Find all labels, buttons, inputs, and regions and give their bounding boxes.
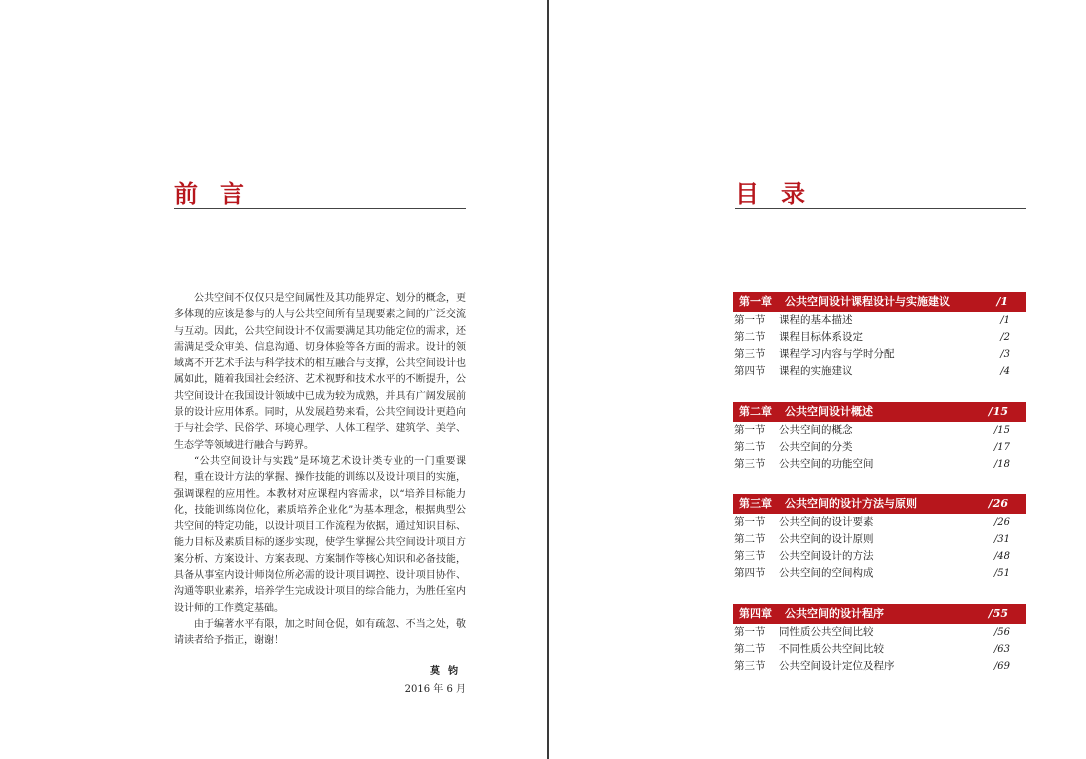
preface-body [174,291,466,650]
section-title: 公共空间的设计要素 [779,516,874,528]
toc-section-entry[interactable] [733,641,1026,658]
toc-section-entry[interactable] [733,329,1026,346]
section-label: 第一节 [734,516,766,528]
toc-title [735,174,805,209]
section-title: 课程的实施建议 [779,365,853,377]
chapter-label: 第三章 [739,497,772,510]
chapter-title: 公共空间设计课程设计与实施建议 [785,295,950,308]
section-label: 第三节 [734,660,766,672]
section-label: 第四节 [734,567,766,579]
section-title: 公共空间的设计原则 [779,533,874,545]
section-label: 第二节 [734,643,766,655]
toc-chapter-1 [733,292,1026,380]
preface-title-rule [174,208,466,209]
section-label: 第一节 [734,626,766,638]
section-label: 第一节 [734,424,766,436]
preface-author: 莫钧 [430,666,466,677]
section-page: /63 [993,644,1010,655]
section-label: 第二节 [734,331,766,343]
chapter-page: /15 [988,405,1008,418]
section-label: 第二节 [734,441,766,453]
preface-title-char: 言 [220,179,244,208]
preface-paragraph: “公共空间设计与实践”是环境艺术设计类专业的一门重要课程，重在设计方法的掌握、操作技能的训练以及设计项目的实施，强调课程的应用性。本教材对应课程内容需求，以“培养目标能力化，技能训练岗位化，素质培养企业化”为基本理念，根据典型公共空间的特定功能，以设计项目工作流程为依据，通过知识目标、能力目标及素质目标的逐步实现，使学生掌握公共空间设计项目方案分析、方案设计、方案表现、方案制作等核心知识和必备技能，具备从事室内设计师岗位所必需的设计项目调控、设计项目协作、沟通等职业素养，培养学生完成设计项目的综合能力，为胜任室内设计师的工作奠定基础。 [174,455,466,614]
chapter-title: 公共空间的设计程序 [785,607,884,620]
preface-paragraph: 由于编著水平有限，加之时间仓促，如有疏忽、不当之处，敬请读者给予指正，谢谢！ [174,618,466,647]
chapter-title: 公共空间的设计方法与原则 [785,497,917,510]
toc-section-entry[interactable] [733,548,1026,565]
section-page: /51 [993,568,1010,579]
toc-title-char: 目 [735,179,759,208]
section-page: /17 [993,442,1010,453]
section-title: 公共空间的概念 [779,424,853,436]
chapter-heading[interactable] [733,494,1026,514]
section-page: /18 [993,459,1010,470]
preface-title-char: 前 [174,179,198,208]
toc-chapter-4 [733,604,1026,675]
toc-section-entry[interactable] [733,456,1026,473]
section-page: /4 [1000,366,1010,377]
chapter-heading[interactable] [733,292,1026,312]
preface-title [174,174,244,209]
toc-section-entry[interactable] [733,346,1026,363]
section-title: 公共空间的分类 [779,441,853,453]
section-page: /1 [1000,315,1010,326]
chapter-page: /26 [988,497,1008,510]
toc-section-entry[interactable] [733,624,1026,641]
section-title: 课程目标体系设定 [779,331,863,343]
chapter-heading[interactable] [733,402,1026,422]
section-title: 公共空间的空间构成 [779,567,874,579]
section-page: /2 [1000,332,1010,343]
section-title: 公共空间设计的方法 [779,550,874,562]
chapter-label: 第四章 [739,607,772,620]
toc-section-entry[interactable] [733,439,1026,456]
toc-section-entry[interactable] [733,531,1026,548]
toc-section-entry[interactable] [733,422,1026,439]
chapter-title: 公共空间设计概述 [785,405,873,418]
toc-section-entry[interactable] [733,312,1026,329]
section-page: /69 [993,661,1010,672]
toc-section-entry[interactable] [733,363,1026,380]
section-page: /48 [993,551,1010,562]
section-label: 第二节 [734,533,766,545]
chapter-page: /55 [988,607,1008,620]
chapter-page: /1 [996,295,1008,308]
toc-section-entry[interactable] [733,565,1026,582]
section-page: /3 [1000,349,1010,360]
section-label: 第四节 [734,365,766,377]
section-label: 第三节 [734,458,766,470]
section-title: 公共空间设计定位及程序 [779,660,895,672]
toc-section-entry[interactable] [733,658,1026,675]
section-label: 第一节 [734,314,766,326]
chapter-heading[interactable] [733,604,1026,624]
toc-chapter-2 [733,402,1026,473]
section-page: /15 [993,425,1010,436]
toc-section-entry[interactable] [733,514,1026,531]
preface-paragraph: 公共空间不仅仅只是空间属性及其功能界定、划分的概念，更多体现的应该是参与的人与公共空间所有呈现要素之间的广泛交流与互动。因此，公共空间设计不仅需要满足其功能定位的需求，还需满足受众审美、信息沟通、切身体验等各方面的需求。设计的领域离不开艺术手法与科学技术的相互融合与支撑，公共空间设计也属如此，随着我国社会经济、艺术视野和技术水平的不断提升，公共空间设计在我国设计领域中已成为较为成熟，并具有广阔发展前景的设计应用体系。同时，从发展趋势来看，公共空间设计更趋向于与社会学、民俗学、环境心理学、人体工程学、建筑学、美学、生态学等领域进行融合与跨界。 [174,293,466,451]
chapter-label: 第二章 [739,405,772,418]
section-title: 课程学习内容与学时分配 [779,348,895,360]
chapter-label: 第一章 [739,295,772,308]
toc-title-rule [735,208,1026,209]
book-spine [547,0,549,759]
section-title: 公共空间的功能空间 [779,458,874,470]
section-label: 第三节 [734,348,766,360]
section-title: 同性质公共空间比较 [779,626,874,638]
section-page: /31 [993,534,1010,545]
toc-chapter-3 [733,494,1026,582]
section-title: 不同性质公共空间比较 [779,643,884,655]
toc-title-char: 录 [781,179,805,208]
section-label: 第三节 [734,550,766,562]
section-page: /26 [993,517,1010,528]
section-page: /56 [993,627,1010,638]
preface-date: 2016 年 6 月 [404,684,466,695]
section-title: 课程的基本描述 [779,314,853,326]
